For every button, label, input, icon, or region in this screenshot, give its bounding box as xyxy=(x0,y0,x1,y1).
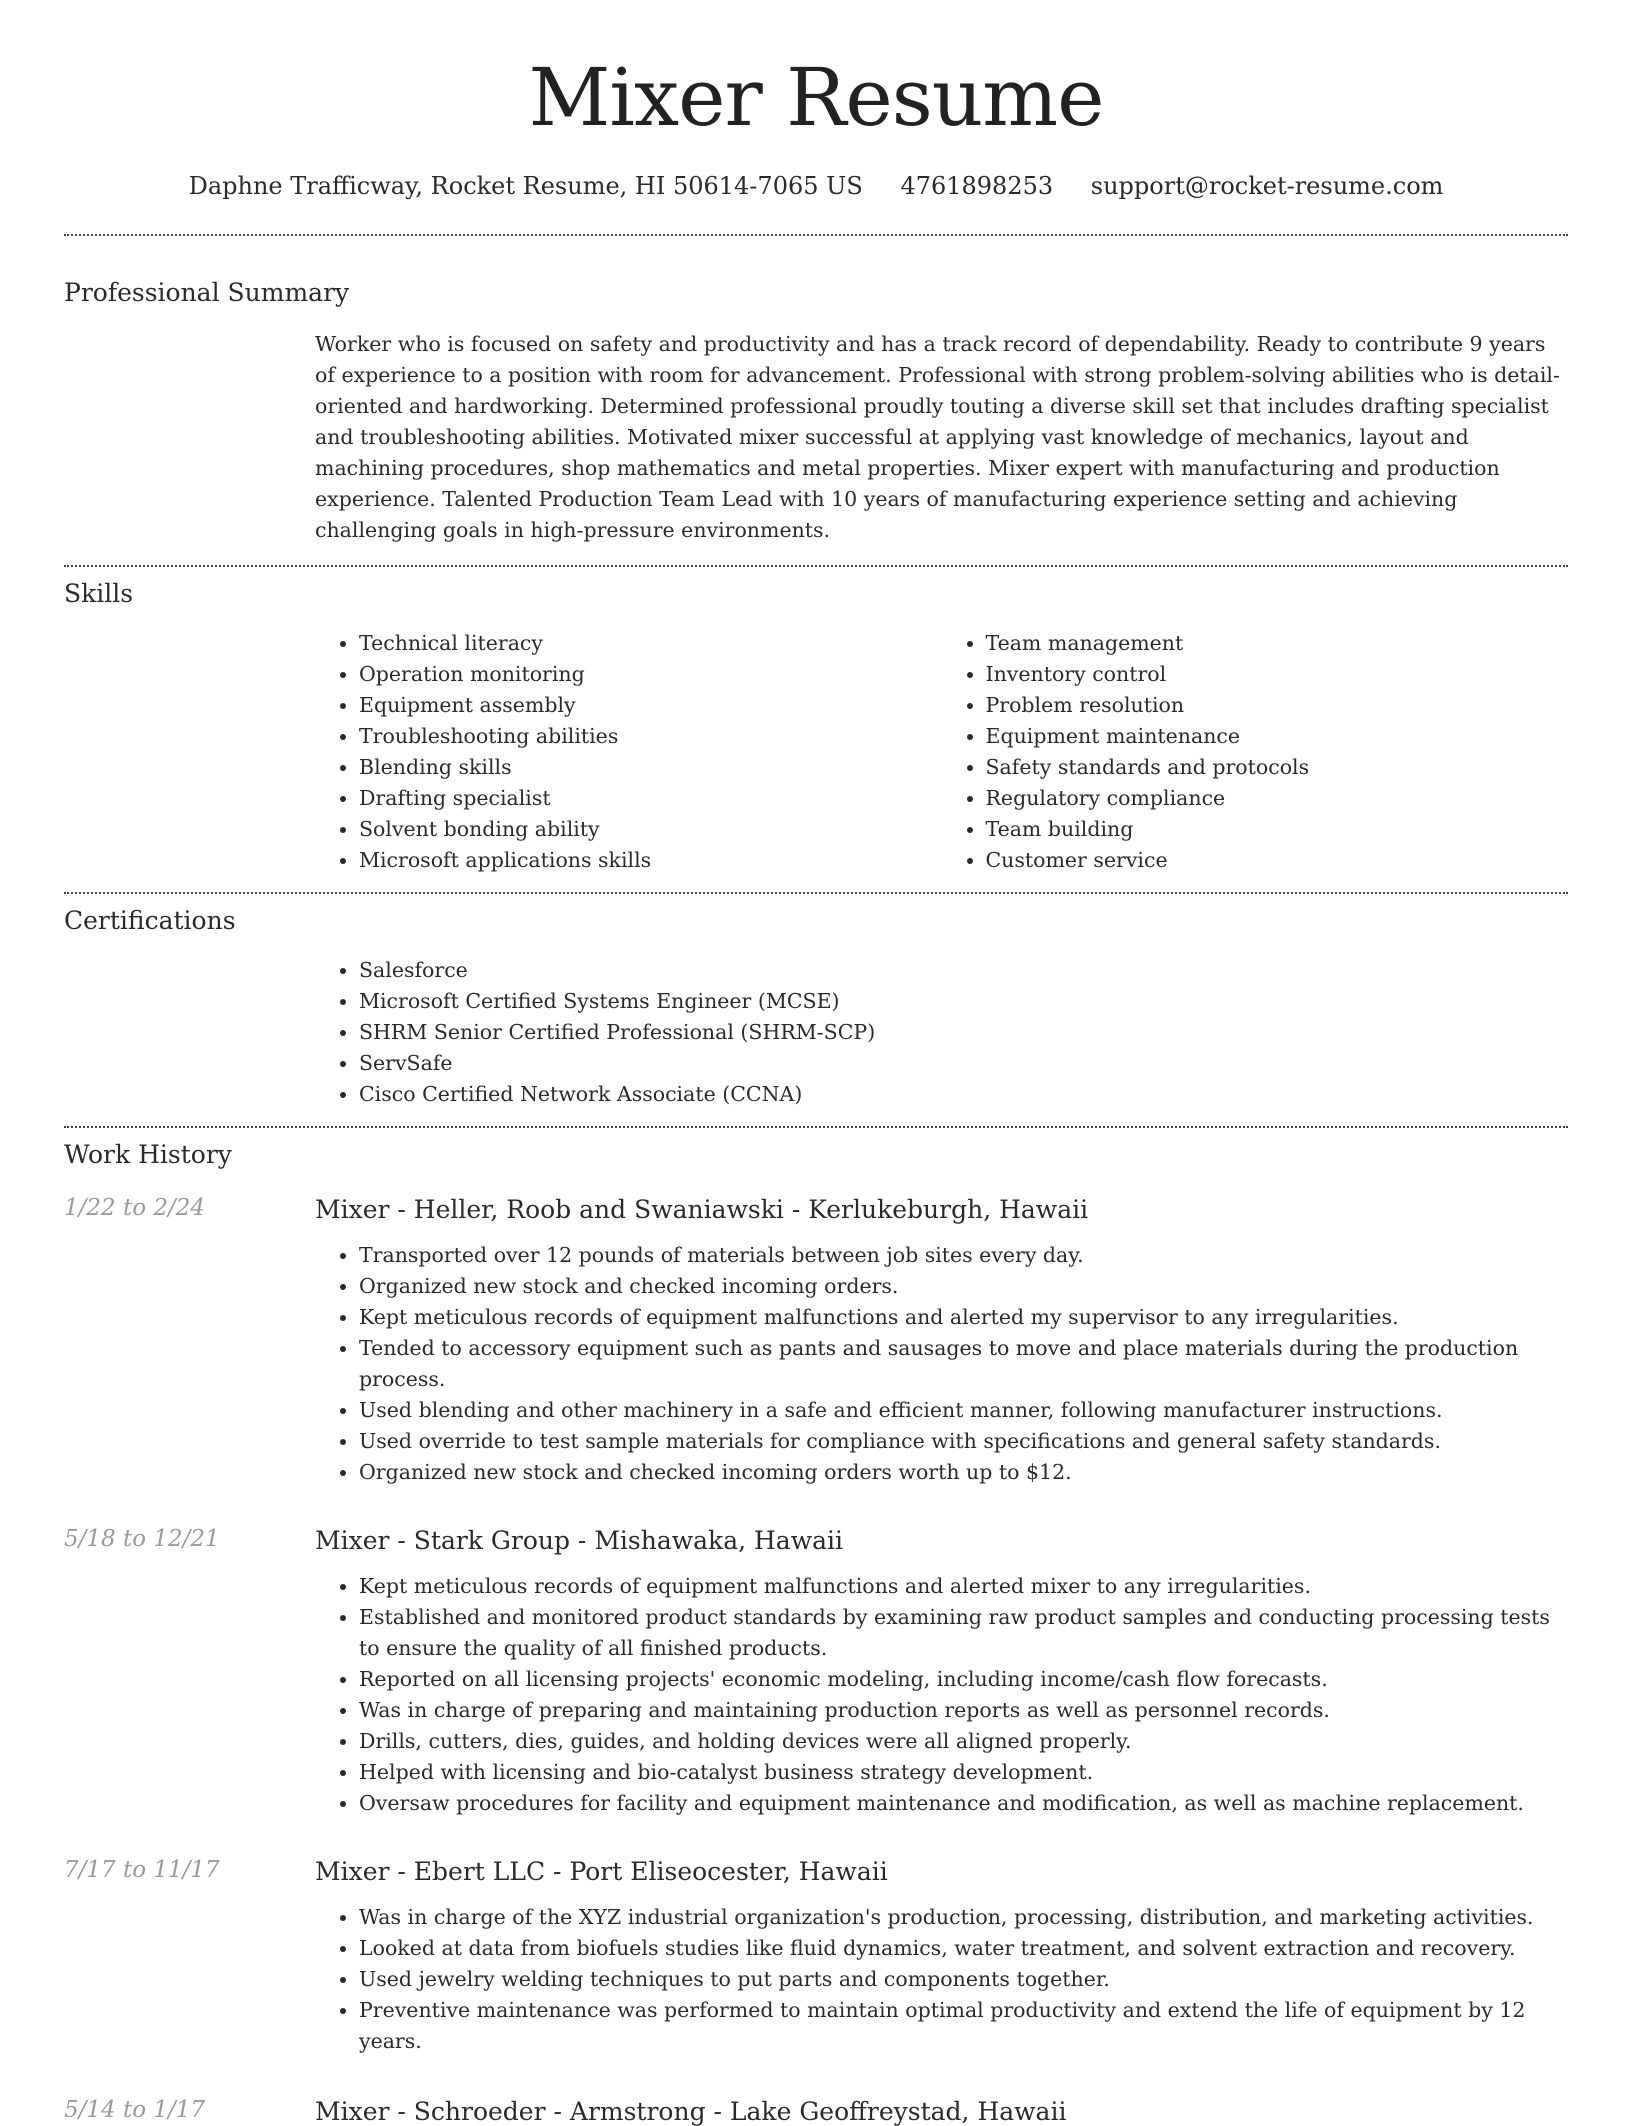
job-dates: 5/18 to 12/21 xyxy=(64,1526,220,1552)
skill-item: • Blending skills xyxy=(359,752,942,783)
job-entry xyxy=(64,1857,1568,2057)
job-dates: 7/17 to 11/17 xyxy=(64,1857,220,1883)
skill-item: • Drafting specialist xyxy=(359,783,942,814)
job-bullet: • Kept meticulous records of equipment malfunctions and alerted mixer to any irregularities. xyxy=(359,1571,1568,1602)
job-bullet: • Reported on all licensing projects' economic modeling, including income/cash flow forecasts. xyxy=(359,1664,1568,1695)
divider xyxy=(64,892,1568,894)
job-bullet: • Kept meticulous records of equipment malfunctions and alerted my supervisor to any irregularities. xyxy=(359,1302,1568,1333)
job-bullet: • Used override to test sample materials for compliance with specifications and general safety standards. xyxy=(359,1426,1568,1457)
job-bullet: • Preventive maintenance was performed to maintain optimal productivity and extend the life of equipment by 12 years. xyxy=(359,1995,1568,2057)
job-entry xyxy=(64,1526,1568,1819)
skills-column-left xyxy=(315,628,942,876)
section-heading-summary: Professional Summary xyxy=(64,278,350,307)
job-bullets xyxy=(315,1902,1568,2057)
job-title: Mixer - Schroeder - Armstrong - Lake Geoffreystad, Hawaii xyxy=(315,2097,1067,2126)
job-bullet: • Was in charge of preparing and maintaining production reports as well as personnel records. xyxy=(359,1695,1568,1726)
skill-item: • Microsoft applications skills xyxy=(359,845,942,876)
skills-column-right xyxy=(942,628,1569,876)
skills-list xyxy=(315,628,1568,876)
contact-email: support@rocket-resume.com xyxy=(1090,172,1444,200)
section-heading-skills: Skills xyxy=(64,579,134,608)
certification-item: • Salesforce xyxy=(359,955,1568,986)
skill-item: • Regulatory compliance xyxy=(986,783,1569,814)
certifications-list xyxy=(315,955,1568,1110)
contact-line xyxy=(64,172,1568,200)
job-bullet: • Used blending and other machinery in a safe and efficient manner, following manufacturer instructions. xyxy=(359,1395,1568,1426)
divider xyxy=(64,1126,1568,1128)
contact-address: Daphne Trafficway, Rocket Resume, HI 50614-7065 US xyxy=(188,172,863,200)
skill-item: • Operation monitoring xyxy=(359,659,942,690)
skill-item: • Safety standards and protocols xyxy=(986,752,1569,783)
job-bullets xyxy=(315,1571,1568,1819)
skill-item: • Equipment assembly xyxy=(359,690,942,721)
job-entry xyxy=(64,1195,1568,1488)
job-bullet: • Organized new stock and checked incoming orders worth up to $12. xyxy=(359,1457,1568,1488)
job-bullet: • Drills, cutters, dies, guides, and holding devices were all aligned properly. xyxy=(359,1726,1568,1757)
skill-item: • Customer service xyxy=(986,845,1569,876)
job-bullet: • Helped with licensing and bio-catalyst business strategy development. xyxy=(359,1757,1568,1788)
certification-item: • Cisco Certified Network Associate (CCNA) xyxy=(359,1079,1568,1110)
job-bullet: • Tended to accessory equipment such as pants and sausages to move and place materials during the production process. xyxy=(359,1333,1568,1395)
resume-title: Mixer Resume xyxy=(528,51,1104,144)
job-title: Mixer - Ebert LLC - Port Eliseocester, Hawaii xyxy=(315,1857,888,1886)
skill-item: • Inventory control xyxy=(986,659,1569,690)
contact-phone: 4761898253 xyxy=(900,172,1054,200)
certifications-items xyxy=(315,955,1568,1110)
skill-item: • Solvent bonding ability xyxy=(359,814,942,845)
job-bullet: • Oversaw procedures for facility and equipment maintenance and modification, as well as machine replacement. xyxy=(359,1788,1568,1819)
job-bullets xyxy=(315,1240,1568,1488)
job-title: Mixer - Heller, Roob and Swaniawski - Kerlukeburgh, Hawaii xyxy=(315,1195,1089,1224)
section-heading-certifications: Certifications xyxy=(64,906,236,935)
certification-item: • SHRM Senior Certified Professional (SHRM-SCP) xyxy=(359,1017,1568,1048)
job-bullet: • Looked at data from biofuels studies like fluid dynamics, water treatment, and solvent extraction and recovery. xyxy=(359,1933,1568,1964)
certification-item: • Microsoft Certified Systems Engineer (MCSE) xyxy=(359,986,1568,1017)
skill-item: • Problem resolution xyxy=(986,690,1569,721)
skill-item: • Equipment maintenance xyxy=(986,721,1569,752)
section-heading-work-history: Work History xyxy=(64,1140,232,1169)
summary-text: Worker who is focused on safety and productivity and has a track record of dependability. Ready to contribute 9 years of experience to a position with room for advancement. Professional with strong problem-solving abilities who is detail-oriented and hardworking. Determined professional proudly touting a diverse skill set that includes drafting specialist and troubleshooting abilities. Motivated mixer successful at applying vast knowledge of mechanics, layout and machining procedures, shop mathematics and metal properties. Mixer expert with manufacturing and production experience. Talented Production Team Lead with 10 years of manufacturing experience setting and achieving challenging goals in high-pressure environments. xyxy=(315,332,1560,542)
divider xyxy=(64,565,1568,567)
job-bullet: • Transported over 12 pounds of materials between job sites every day. xyxy=(359,1240,1568,1271)
job-bullet: • Established and monitored product standards by examining raw product samples and conducting processing tests to ensure the quality of all finished products. xyxy=(359,1602,1568,1664)
resume-page xyxy=(64,0,1568,2126)
job-dates: 1/22 to 2/24 xyxy=(64,1195,206,1221)
work-history-list xyxy=(64,1195,1568,2126)
divider xyxy=(64,234,1568,236)
job-dates: 5/14 to 1/17 xyxy=(64,2097,206,2123)
skill-item: • Team management xyxy=(986,628,1569,659)
job-bullet: • Was in charge of the XYZ industrial organization's production, processing, distribution, and marketing activities. xyxy=(359,1902,1568,1933)
job-title: Mixer - Stark Group - Mishawaka, Hawaii xyxy=(315,1526,844,1555)
skill-item: • Team building xyxy=(986,814,1569,845)
job-bullet: • Used jewelry welding techniques to put parts and components together. xyxy=(359,1964,1568,1995)
skill-item: • Troubleshooting abilities xyxy=(359,721,942,752)
certification-item: • ServSafe xyxy=(359,1048,1568,1079)
job-bullet: • Organized new stock and checked incoming orders. xyxy=(359,1271,1568,1302)
skill-item: • Technical literacy xyxy=(359,628,942,659)
